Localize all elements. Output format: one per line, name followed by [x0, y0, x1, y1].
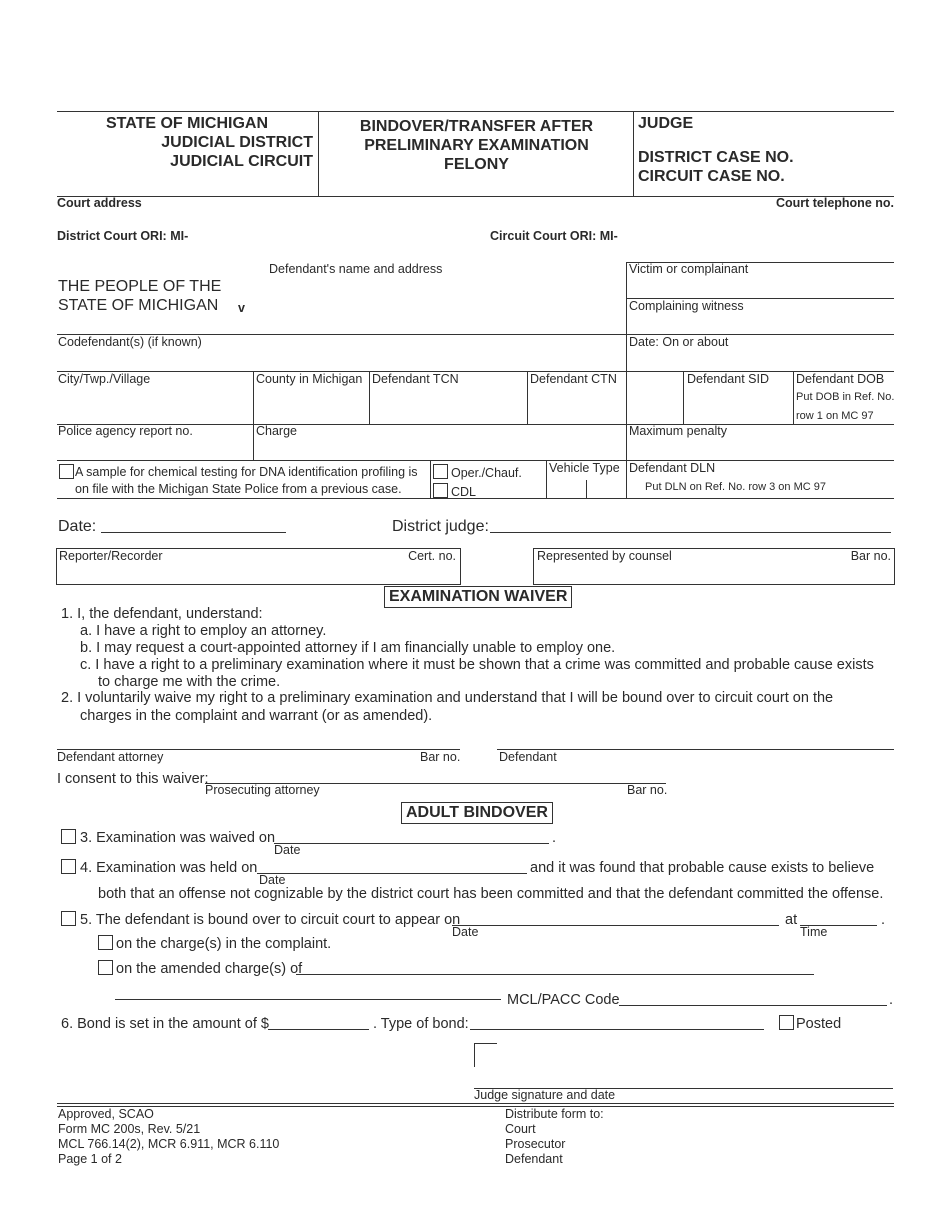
- county-label: County in Michigan: [256, 372, 363, 386]
- grid-bottom-rule: [57, 498, 894, 499]
- bond-amount-field[interactable]: [268, 1029, 369, 1030]
- vehicle-type-split: [586, 480, 587, 498]
- mcl-reference-label: MCL 766.14(2), MCR 6.911, MCR 6.110: [58, 1137, 280, 1151]
- appear-date-field[interactable]: [452, 925, 779, 926]
- held-date-label: Date: [259, 873, 286, 887]
- date-on-about-label: Date: On or about: [629, 335, 729, 349]
- form-title-line1: BINDOVER/TRANSFER AFTER: [359, 118, 594, 135]
- grid-divider-tcn: [369, 371, 370, 424]
- counsel-label: Represented by counsel: [537, 549, 672, 563]
- bond-type-label: . Type of bond:: [373, 1016, 469, 1032]
- ctn-label: Defendant CTN: [530, 372, 617, 386]
- grid-row3-top-rule: [57, 460, 894, 461]
- codefendants-label: Codefendant(s) (if known): [58, 335, 202, 349]
- waiver-item-1a: a. I have a right to employ an attorney.: [80, 623, 327, 639]
- waiver-item-2-line1: 2. I voluntarily waive my right to a preliminary examination and understand that I will be bound over to circuit court on the: [61, 690, 834, 706]
- item-5-text: 5. The defendant is bound over to circuit court to appear on: [80, 912, 461, 928]
- dob-note-line1: Put DOB in Ref. No.: [796, 391, 895, 403]
- grid-divider-ctn: [527, 371, 528, 424]
- witness-label: Complaining witness: [629, 299, 744, 313]
- oper-chauf-checkbox[interactable]: [433, 464, 448, 479]
- approved-label: Approved, SCAO: [58, 1107, 154, 1121]
- victim-label: Victim or complainant: [629, 262, 749, 276]
- posted-label: Posted: [796, 1016, 842, 1032]
- mcl-period: .: [889, 992, 894, 1008]
- district-case-label: DISTRICT CASE NO.: [638, 149, 794, 166]
- hearing-date-label: Date:: [58, 518, 97, 535]
- item-5-period: .: [881, 912, 886, 928]
- item-4-text-end: and it was found that probable cause exists to believe: [530, 860, 875, 876]
- reporter-label: Reporter/Recorder: [59, 549, 163, 563]
- circuit-label: JUDICIAL CIRCUIT: [170, 153, 313, 170]
- defendant-attorney-label: Defendant attorney: [57, 750, 164, 764]
- charge-label: Charge: [256, 424, 297, 438]
- district-ori-label: District Court ORI: MI-: [57, 229, 189, 243]
- item-5-at: at: [785, 912, 798, 928]
- grid-divider-dob: [793, 371, 794, 424]
- item-4-checkbox[interactable]: [61, 859, 76, 874]
- seal-mark-top: [474, 1043, 497, 1044]
- circuit-case-label: CIRCUIT CASE NO.: [638, 168, 785, 185]
- waiver-item-1c-line2: to charge me with the crime.: [98, 674, 281, 690]
- item-5-checkbox[interactable]: [61, 911, 76, 926]
- oper-chauf-label: Oper./Chauf.: [451, 466, 522, 480]
- counsel-bar-label: Bar no.: [850, 549, 891, 563]
- cdl-checkbox[interactable]: [433, 483, 448, 498]
- header-divider-2: [633, 111, 634, 196]
- grid-divider-county: [253, 371, 254, 460]
- dna-sample-checkbox[interactable]: [59, 464, 74, 479]
- waived-date-field[interactable]: [274, 843, 549, 844]
- prosecutor-bar-no-label: Bar no.: [627, 783, 668, 797]
- amended-charges-checkbox[interactable]: [98, 960, 113, 975]
- vehicle-type-label: Vehicle Type: [549, 461, 620, 475]
- item-3-text: 3. Examination was waived on: [80, 830, 276, 846]
- seal-mark-left: [474, 1043, 475, 1067]
- waiver-item-1: 1. I, the defendant, understand:: [61, 606, 263, 622]
- judge-label: JUDGE: [638, 115, 694, 132]
- item-3-checkbox[interactable]: [61, 829, 76, 844]
- defendant-name-label: Defendant's name and address: [269, 262, 443, 276]
- distribute-court: Court: [505, 1122, 536, 1136]
- distribute-label: Distribute form to:: [505, 1107, 604, 1121]
- header-top-rule: [57, 111, 894, 112]
- charge-description-field[interactable]: [115, 999, 501, 1000]
- mcl-pacc-field[interactable]: [619, 1005, 887, 1006]
- mcl-pacc-label: MCL/PACC Code: [507, 992, 620, 1008]
- police-report-label: Police agency report no.: [58, 424, 193, 438]
- waiver-item-2-line2: charges in the complaint and warrant (or as amended).: [80, 708, 433, 724]
- adult-bindover-heading: ADULT BINDOVER: [401, 802, 553, 824]
- charges-complaint-checkbox[interactable]: [98, 935, 113, 950]
- district-label: JUDICIAL DISTRICT: [161, 134, 313, 151]
- waived-date-label: Date: [274, 843, 301, 857]
- grid-divider-vehicle: [546, 460, 547, 498]
- people-line1: THE PEOPLE OF THE: [58, 278, 222, 295]
- distribute-defendant: Defendant: [505, 1152, 563, 1166]
- dna-text-line1: A sample for chemical testing for DNA identification profiling is: [75, 465, 418, 479]
- versus-label: v: [238, 301, 245, 315]
- consent-label: I consent to this waiver:: [57, 771, 209, 787]
- amended-charges-label: on the amended charge(s) of: [116, 961, 303, 977]
- footer-rule-2: [57, 1106, 894, 1107]
- waiver-item-1b: b. I may request a court-appointed attorney if I am financially unable to employ one.: [80, 640, 616, 656]
- appear-time-label: Time: [800, 925, 828, 939]
- prosecuting-attorney-label: Prosecuting attorney: [205, 783, 320, 797]
- dln-note: Put DLN on Ref. No. row 3 on MC 97: [645, 481, 826, 493]
- dln-label: Defendant DLN: [629, 461, 716, 475]
- district-judge-field[interactable]: [490, 532, 891, 533]
- dna-text-line2: on file with the Michigan State Police from a previous case.: [75, 482, 402, 496]
- state-label: STATE OF MICHIGAN: [105, 115, 268, 132]
- judge-signature-label: Judge signature and date: [474, 1088, 616, 1102]
- cert-no-label: Cert. no.: [408, 549, 456, 563]
- item-6-text: 6. Bond is set in the amount of $: [61, 1016, 269, 1032]
- grid-divider-oper: [430, 460, 431, 498]
- defendant-sig-label: Defendant: [499, 750, 557, 764]
- tcn-label: Defendant TCN: [372, 372, 459, 386]
- appear-date-label: Date: [452, 925, 479, 939]
- dob-note-line2: row 1 on MC 97: [796, 410, 874, 422]
- city-label: City/Twp./Village: [58, 372, 151, 386]
- court-address-label: Court address: [57, 196, 142, 210]
- attorney-bar-no-label: Bar no.: [420, 750, 461, 764]
- bond-type-field[interactable]: [470, 1029, 764, 1030]
- dob-label: Defendant DOB: [796, 372, 885, 386]
- amended-charges-field[interactable]: [296, 974, 814, 975]
- people-line2: STATE OF MICHIGAN: [58, 297, 219, 314]
- header-divider-1: [318, 111, 319, 196]
- max-penalty-label: Maximum penalty: [629, 424, 727, 438]
- form-title-line3: FELONY: [444, 156, 509, 173]
- waiver-item-1c-line1: c. I have a right to a preliminary examination where it must be shown that a crime was committed and probable cause exists: [80, 657, 874, 673]
- distribute-prosecutor: Prosecutor: [505, 1137, 566, 1151]
- footer-rule-1: [57, 1103, 894, 1104]
- charges-complaint-label: on the charge(s) in the complaint.: [116, 936, 332, 952]
- grid-divider-sid: [683, 371, 684, 424]
- district-judge-label: District judge:: [392, 518, 489, 535]
- form-number-label: Form MC 200s, Rev. 5/21: [58, 1122, 201, 1136]
- held-date-field[interactable]: [257, 873, 527, 874]
- item-3-period: .: [552, 830, 557, 846]
- item-4-line2: both that an offense not cognizable by the district court has been committed and that the defendant committed the offense.: [98, 886, 884, 902]
- examination-waiver-heading: EXAMINATION WAIVER: [384, 586, 572, 608]
- posted-checkbox[interactable]: [779, 1015, 794, 1030]
- sid-label: Defendant SID: [687, 372, 769, 386]
- item-4-text: 4. Examination was held on: [80, 860, 258, 876]
- court-telephone-label: Court telephone no.: [775, 196, 894, 210]
- form-title-line2: PRELIMINARY EXAMINATION: [364, 137, 589, 154]
- circuit-ori-label: Circuit Court ORI: MI-: [490, 229, 618, 243]
- hearing-date-field[interactable]: [101, 532, 286, 533]
- page-number-label: Page 1 of 2: [58, 1152, 122, 1166]
- cdl-label: CDL: [451, 485, 477, 499]
